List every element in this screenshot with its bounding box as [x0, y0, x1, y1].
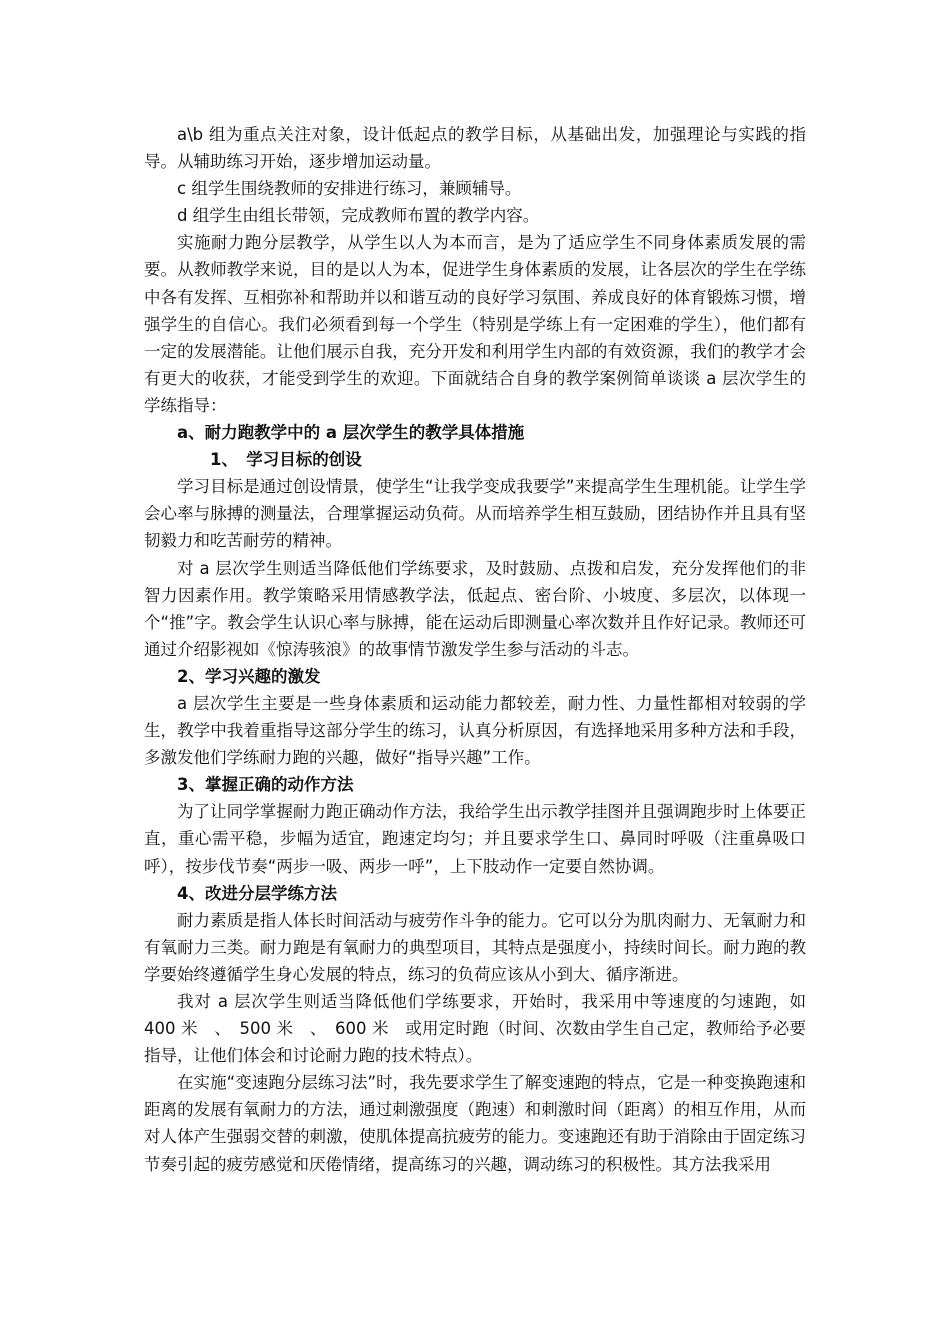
paragraph-endurance-quality: 耐力素质是指人体长时间活动与疲劳作斗争的能力。它可以分为肌肉耐力、无氧耐力和有氧耐力三类。耐力跑是有氧耐力的典型项目，其特点是强度小，持续时间长。耐力跑的教学要始终遵循学生身心发展的特点，练习的负荷应该从小到大、循序渐进。: [144, 910, 806, 984]
paragraph-interest: a 层次学生主要是一些身体素质和运动能力都较差，耐力性、力量性都相对较弱的学生，教学中我着重指导这部分学生的练习，认真分析原因，有选择地采用多种方法和手段，多激发他们学练耐力跑的兴趣，做好“指导兴趣”工作。: [144, 693, 806, 768]
subsection-heading-improve-methods: 4、改进分层学练方法: [177, 883, 337, 903]
paragraph-c-group: c 组学生围绕教师的安排进行练习，兼顾辅导。: [177, 179, 522, 199]
subsection-heading-correct-technique: 3、掌握正确的动作方法: [177, 775, 354, 795]
paragraph-d-group: d 组学生由组长带领，完成教师布置的教学内容。: [177, 206, 540, 226]
paragraph-uniform-running: 我对 a 层次学生则适当降低他们学练要求，开始时，我采用中等速度的匀速跑，如 400 米 、 500 米 、 600 米 或用定时跑（时间、次数由学生自己定，教师给予必要指导，让他们体会和讨论耐力跑的技术特点）。: [144, 992, 823, 1066]
paragraph-variable-speed: 在实施“变速跑分层练习法”时，我先要求学生了解变速跑的特点，它是一种变换跑速和距离的发展有氧耐力的方法，通过刺激强度（跑速）和刺激时间（距离）的相互作用，从而对人体产生强弱交替的刺激，使肌体提高抗疲劳的能力。变速跑还有助于消除由于固定练习节奏引起的疲劳感觉和厌倦情绪，提高练习的兴趣，调动练习的积极性。其方法我采用: [144, 1073, 806, 1174]
document-body: [144, 121, 823, 1178]
paragraph-learning-goals: 学习目标是通过创设情景，使学生“让我学变成我要学”来提高学生生理机能。让学生学会心率与脉搏的测量法，合理掌握运动负荷。从而培养学生相互鼓励，团结协作并且具有坚韧毅力和吃苦耐劳的精神。: [144, 477, 806, 551]
paragraph-correct-technique: 为了让同学掌握耐力跑正确动作方法，我给学生出示教学挂图并且强调跑步时上体要正直，重心需平稳，步幅为适宜，跑速定均匀；并且要求学生口、鼻同时呼吸（注重鼻吸口呼），按步伐节奏“两步一吸、两步一呼”，上下肢动作一定要自然协调。: [144, 802, 806, 876]
section-heading-a-level-measures: a、耐力跑教学中的 a 层次学生的教学具体措施: [177, 423, 525, 443]
subsection-heading-interest: 2、学习兴趣的激发: [177, 666, 321, 686]
paragraph-ab-groups: a\b 组为重点关注对象，设计低起点的教学目标，从基础出发，加强理论与实践的指导。从辅助练习开始，逐步增加运动量。: [144, 125, 806, 172]
subsection-heading-learning-goals: 1、 学习目标的创设: [210, 450, 362, 470]
paragraph-a-level-requirements: 对 a 层次学生则适当降低他们学练要求，及时鼓励、点拨和启发，充分发挥他们的非智力因素作用。教学策略采用情感教学法，低起点、密台阶、小坡度、多层次，以体现一个“推”字。教会学生认识心率与脉搏，能在运动后即测量心率次数并且作好记录。教师还可通过介绍影视如《惊涛骇浪》的故事情节激发学生参与活动的斗志。: [144, 558, 806, 659]
paragraph-layered-teaching: 实施耐力跑分层教学，从学生以人为本而言，是为了适应学生不同身体素质发展的需要。从教师教学来说，目的是以人为本，促进学生身体素质的发展，让各层次的学生在学练中各有发挥、互相弥补和帮助并以和谐互动的良好学习氛围、养成良好的体育锻炼习惯，增强学生的自信心。我们必须看到每一个学生（特别是学练上有一定困难的学生），他们都有一定的发展潜能。让他们展示自我，充分开发和利用学生内部的有效资源，我们的教学才会有更大的收获，才能受到学生的欢迎。下面就结合自身的教学案例简单谈谈 a 层次学生的学练指导：: [144, 233, 806, 415]
